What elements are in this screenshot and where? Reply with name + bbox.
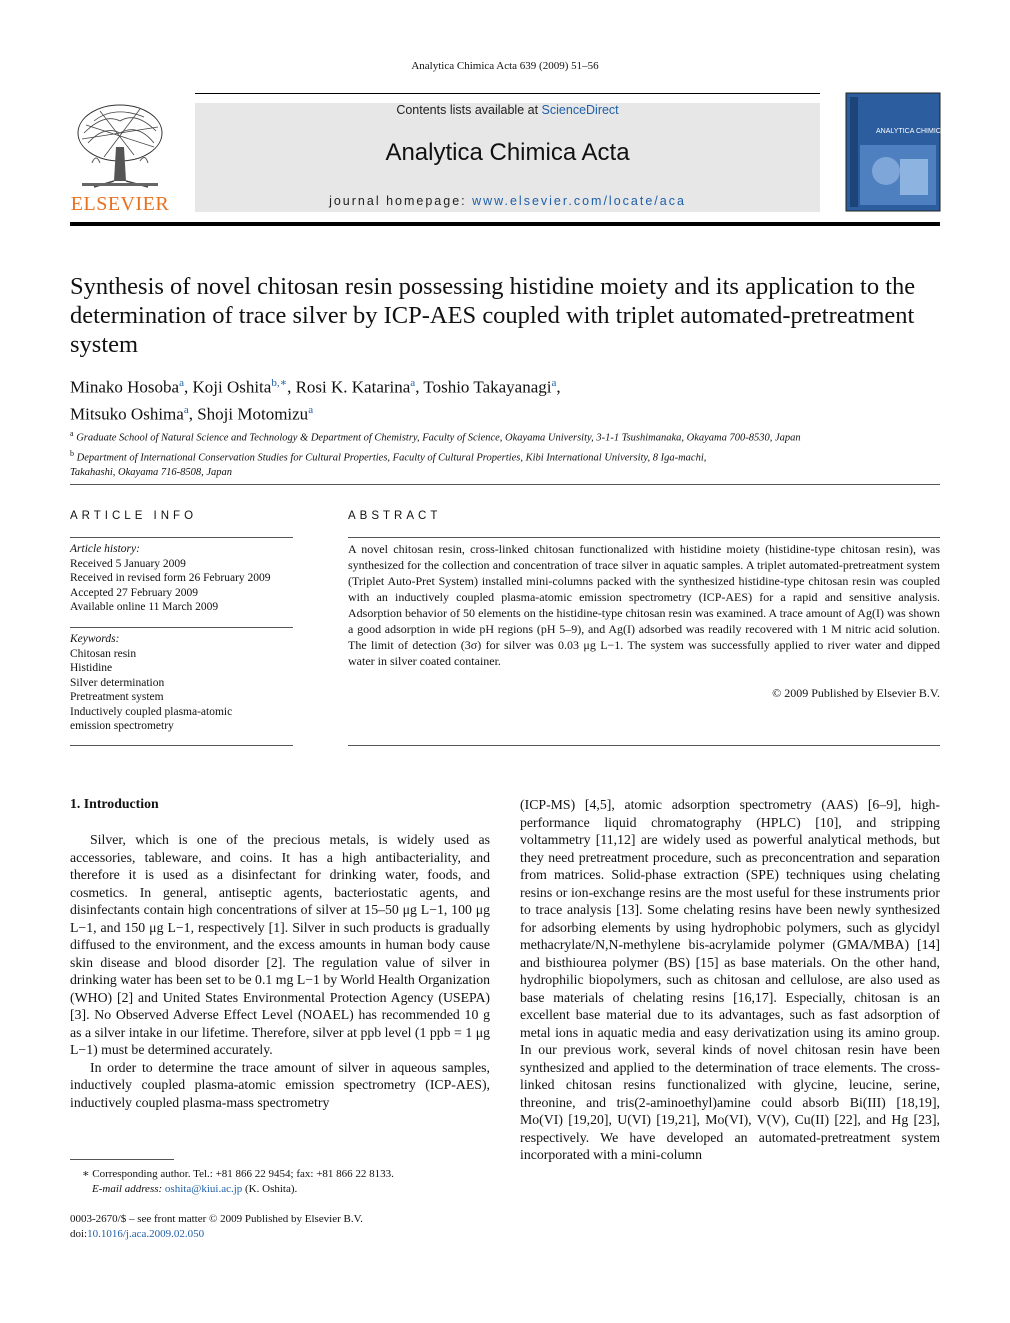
author-list: Minako Hosoba$^a$, Koji Oshita$^{b,∗}$, Rosi K. Katarina$^a$, Toshio Takayanagi$^a$, Mitsuko Oshima$^a$, Shoji Motomizu$^a$ — [70, 377, 561, 424]
history-label: Article history: — [70, 543, 140, 555]
keywords-rule — [70, 627, 293, 628]
email-link[interactable]: oshita@kiui.ac.jp — [164, 1182, 243, 1195]
article-info-end-rule — [70, 745, 293, 746]
affiliation: $^a$ Graduate School of Natural Science and Technology & Department of Chemistry, Faculty of Science, Okayama University, 3-1-1 Tsushimanaka, Okayama 700-8530, Japan — [70, 429, 801, 444]
header-divider — [70, 222, 940, 226]
email-suffix: (K. Oshita). — [245, 1182, 298, 1195]
history-item: Accepted 27 February 2009 — [70, 586, 199, 599]
elsevier-wordmark: ELSEVIER — [70, 193, 170, 215]
author-affil-mark[interactable]: a — [410, 377, 416, 389]
keywords-label: Keywords: — [70, 633, 120, 645]
footnotes — [70, 1167, 490, 1196]
keyword: Inductively coupled plasma-atomic — [70, 705, 233, 718]
homepage-link[interactable]: www.elsevier.com/locate/aca — [472, 194, 686, 208]
journal-citation: Analytica Chimica Acta 639 (2009) 51–56 — [411, 60, 599, 72]
tree-icon — [74, 103, 166, 189]
email-note — [70, 1182, 490, 1197]
keyword: Silver determination — [70, 676, 165, 689]
affiliation: $^b$ Department of International Conservation Studies for Cultural Properties, Faculty of Cultural Properties, Kibi International University, 8 Iga-machi, — [70, 448, 707, 463]
author-affil-mark[interactable]: a — [183, 403, 189, 416]
keyword: Histidine — [70, 662, 113, 674]
copyright: © 2009 Published by Elsevier B.V. — [772, 686, 940, 700]
contents-prefix: Contents lists available at — [396, 103, 539, 117]
article-title: Synthesis of novel chitosan resin possessing histidine moiety and its application to the determination of trace silver by ICP-AES coupled with triplet automated-pretreatment system — [70, 273, 916, 358]
history-item: Received 5 January 2009 — [70, 557, 186, 570]
article-history — [70, 542, 293, 615]
doi-label: doi: — [70, 1228, 88, 1240]
author-affil-mark[interactable]: b,∗ — [271, 377, 288, 389]
journal-cover[interactable] — [846, 93, 965, 211]
affiliation: Takahashi, Okayama 716-8508, Japan — [70, 467, 233, 478]
author-name[interactable]: Mitsuko Oshima — [70, 404, 184, 424]
paragraph: Silver, which is one of the precious metals, is widely used as accessories, tableware, and coins. It has a high antibacteriality, and therefore it is used as a disinfectant for drinking water, foods, and cosmetics. In general, antiseptic agents, bacteriostatic agents, and disinfectants contain high concentrations of silver at 15–50 μg L−1, 100 μg L−1, and 150 μg L−1, respectively [1]. Silver in such products is gradually diffused to the environment, and the excess amounts in human body cause skin disease and blood disorder [2]. The regulation value of silver in drinking water has been set to be 0.1 mg L−1 by World Health Organization (WHO) [2] and United States Environmental Protection Agency (USEPA) [3]. No Observed Adverse Effect Level (NOAEL) has recommended 10 g as a silver intake in our lifetime. Therefore, silver at ppb level (1 ppb = 1 μg L−1) must be determined accurately. — [70, 832, 490, 1057]
author-name[interactable]: Koji Oshita — [192, 377, 272, 397]
article-info-heading: ARTICLE INFO — [70, 510, 198, 522]
history-item: Available online 11 March 2009 — [70, 601, 219, 613]
article-info-rule — [70, 537, 293, 538]
author-affil-mark[interactable]: a — [179, 377, 184, 389]
abstract-text: A novel chitosan resin, cross-linked chitosan functionalized with histidine moiety (histidine-type chitosan resin), was synthesized for the collection and concentration of trace silver in aquatic samples. A triplet automated-pretreatment system (Triplet Auto-Pret System) installed mini-columns packed with the synthesized histidine-type chitosan resin was coupled with an inductively coupled plasma-atomic emission spectrometry (ICP-AES) for a rapid and sensitive analysis. Adsorption behavior of 50 elements on the histidine-type chitosan resin was examined. A trace amount of Ag(I) was shown a good adsorption in wide pH regions (pH 5–9), and Ag(I) adsorbed was readily recovered with 1 M nitric acid solution. The limit of detection (3σ) for silver was 0.03 μg L−1. The system was successfully applied to river water and dipped water in silver coated container. — [348, 542, 940, 668]
history-item: Received in revised form 26 February 2009 — [70, 572, 271, 584]
journal-cover-image — [846, 93, 965, 211]
footnote-rule — [70, 1159, 174, 1160]
right-column — [520, 796, 940, 1164]
author-affil-mark[interactable]: a — [551, 377, 557, 389]
issn-block — [70, 1212, 490, 1242]
issn-line: 0003-2670/$ – see front matter © 2009 Published by Elsevier B.V. — [70, 1213, 363, 1225]
keyword: Chitosan resin — [70, 647, 137, 660]
keywords — [70, 632, 293, 734]
paragraph: In order to determine the trace amount of silver in aqueous samples, inductively coupled plasma-atomic emission spectrometry (ICP-AES), inductively coupled plasma-mass spectrometry — [70, 1059, 490, 1110]
author-name[interactable]: Minako Hosoba — [70, 377, 180, 397]
left-column — [70, 831, 490, 1111]
email-label: E-mail address: — [92, 1182, 163, 1195]
keyword: emission spectrometry — [70, 720, 174, 732]
author-affil-mark[interactable]: a — [308, 403, 314, 416]
elsevier-logo[interactable] — [68, 103, 172, 215]
homepage-label: journal homepage: — [329, 194, 467, 208]
keyword: Pretreatment system — [70, 691, 164, 703]
abstract-rule — [348, 537, 940, 538]
author-name[interactable]: Shoji Motomizu — [197, 404, 309, 424]
journal-title: Analytica Chimica Acta — [385, 139, 630, 166]
abstract-end-rule — [348, 745, 940, 746]
contents-line — [195, 103, 820, 117]
doi-line — [70, 1227, 490, 1242]
author-name[interactable]: Rosi K. Katarina — [295, 377, 411, 397]
section-divider — [70, 484, 940, 485]
journal-homepage — [195, 194, 820, 208]
doi-link[interactable]: 10.1016/j.aca.2009.02.050 — [87, 1228, 205, 1240]
journal-banner — [195, 103, 820, 212]
section-title: 1. Introduction — [70, 796, 159, 811]
abstract-heading: ABSTRACT — [348, 510, 442, 522]
paragraph: (ICP-MS) [4,5], atomic adsorption spectrometry (AAS) [6–9], high-performance liquid chromatography (HPLC) [10], and stripping voltammetry [11,12] are widely used as powerful analytical methods, but they need pretreatment procedure, such as preconcentration and separation from matrices. Solid-phase extraction (SPE) techniques using chelating resins or ion-exchange resins are the most useful for these instruments prior to trace analysis [13]. Some chelating resins have been newly synthesized for adsorbing elements by using hydrophobic polymers, such as glycidyl methacrylate/N,N-methylene bis-acrylamide polymer (GMA/MBA) [14] and bisthiourea polymer (BS) [15] as base materials. On the other hand, hydrophilic biopolymers, such as chitosan and cellulose, are also used as base materials of chelating resins [16,17]. Especially, chitosan is an excellent base material due to its advantages, such as fast adsorption of metal ions in aquatic media and easy derivatization using its amino group. In our previous work, several kinds of novel chitosan resin have been synthesized and applied to the determination of trace elements. The cross-linked chitosan resins functionalized with glycine, leucine, serine, threonine, and tris(2-aminoethyl)amine could absorb Bi(III) [18,19], Mo(VI) [19,20], U(VI) [19,21], Mo(VI), V(V), Cu(II) [22], and Hg [23], respectively. We have developed an automated-pretreatment system incorporated with a mini-column — [520, 797, 940, 1162]
affiliations — [70, 426, 940, 480]
cover-title: ANALYTICA CHIMICA ACTA — [876, 128, 965, 135]
author-name[interactable]: Toshio Takayanagi — [423, 377, 552, 397]
header-rule — [195, 93, 820, 94]
corresponding-author-note: ∗ Corresponding author. Tel.: +81 866 22 9454; fax: +81 866 22 8133. — [82, 1168, 394, 1180]
sciencedirect-link[interactable]: ScienceDirect — [541, 103, 619, 117]
